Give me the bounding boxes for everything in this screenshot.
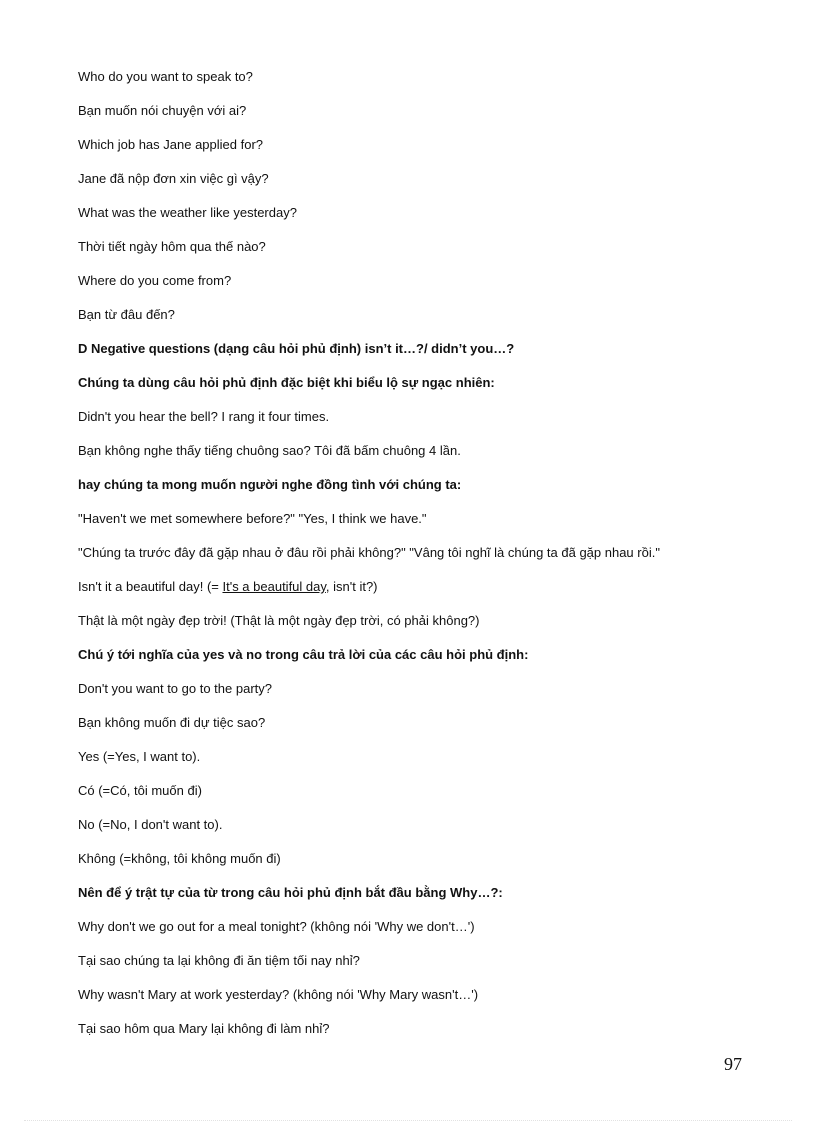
section-heading: Chúng ta dùng câu hỏi phủ định đặc biệt khi biểu lộ sự ngạc nhiên: — [78, 375, 495, 390]
text-line: No (=No, I don't want to). — [78, 817, 223, 832]
text-body — [78, 68, 778, 1054]
text-line: Why don't we go out for a meal tonight? (không nói 'Why we don't…') — [78, 919, 475, 934]
text-line: Yes (=Yes, I want to). — [78, 749, 201, 764]
text-segment: Isn't it a beautiful day! (= — [78, 579, 223, 594]
text-line: What was the weather like yesterday? — [78, 205, 297, 220]
text-line: Who do you want to speak to? — [78, 69, 253, 84]
text-line: Don't you want to go to the party? — [78, 681, 272, 696]
underlined-phrase: It's a beautiful day — [222, 579, 326, 594]
text-segment: , isn't it?) — [325, 579, 378, 594]
section-heading: Nên để ý trật tự của từ trong câu hỏi phủ định bắt đầu bằng Why…?: — [78, 885, 503, 900]
text-line: Bạn muốn nói chuyện với ai? — [78, 103, 247, 118]
text-line: Bạn không nghe thấy tiếng chuông sao? Tôi đã bấm chuông 4 lần. — [78, 443, 461, 458]
section-heading: Chú ý tới nghĩa của yes và no trong câu trả lời của các câu hỏi phủ định: — [78, 647, 529, 662]
text-line: Didn't you hear the bell? I rang it four times. — [78, 409, 330, 424]
text-line: Jane đã nộp đơn xin việc gì vậy? — [78, 171, 269, 186]
text-line: Why wasn't Mary at work yesterday? (không nói 'Why Mary wasn't…') — [78, 987, 479, 1002]
text-line: Bạn không muốn đi dự tiệc sao? — [78, 715, 266, 730]
footer-divider — [24, 1120, 792, 1121]
text-line: Thật là một ngày đẹp trời! (Thật là một ngày đẹp trời, có phải không?) — [78, 613, 480, 628]
text-line: Thời tiết ngày hôm qua thế nào? — [78, 239, 266, 254]
text-line: Bạn từ đâu đến? — [78, 307, 175, 322]
text-line: Which job has Jane applied for? — [78, 137, 264, 152]
text-line: Tại sao chúng ta lại không đi ăn tiệm tối nay nhỉ? — [78, 953, 360, 968]
section-heading: D Negative questions (dạng câu hỏi phủ định) isn’t it…?/ didn’t you…? — [78, 341, 515, 356]
page-number: 97 — [724, 1054, 742, 1074]
section-heading: hay chúng ta mong muốn người nghe đồng tình với chúng ta: — [78, 477, 462, 492]
text-line: "Haven't we met somewhere before?" "Yes, I think we have." — [78, 511, 427, 526]
text-line: Where do you come from? — [78, 273, 232, 288]
text-line: Tại sao hôm qua Mary lại không đi làm nhỉ? — [78, 1021, 330, 1036]
text-line-underlined — [78, 578, 778, 612]
text-line: Không (=không, tôi không muốn đi) — [78, 851, 281, 866]
text-line: "Chúng ta trước đây đã gặp nhau ở đâu rồi phải không?" "Vâng tôi nghĩ là chúng ta đã gặp nhau rồi." — [78, 545, 660, 560]
text-line: Có (=Có, tôi muốn đi) — [78, 783, 202, 798]
